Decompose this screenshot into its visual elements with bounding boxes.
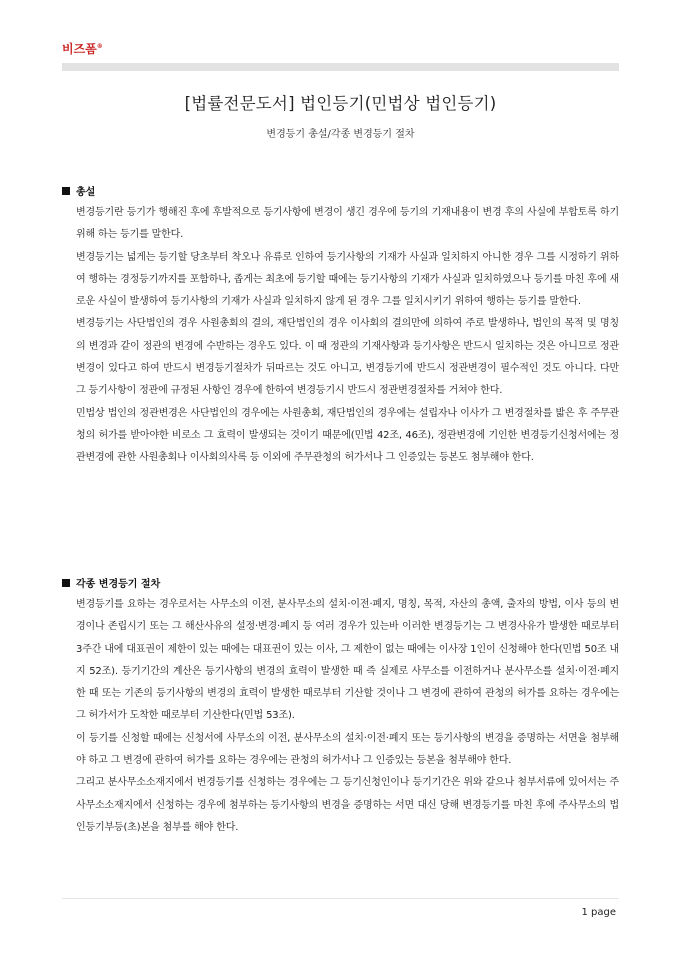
paragraph: 변경등기란 등기가 행해진 후에 후발적으로 등기사항에 변경이 생긴 경우에 등기의 기재내용이 변경 후의 사실에 부합토록 하기 위해 하는 등기를 말한다. <box>76 207 619 241</box>
page-number: 1 page <box>581 907 616 918</box>
section-heading <box>62 184 619 202</box>
paragraph: 변경등기는 사단법인의 경우 사원총회의 결의, 재단법인의 경우 이사회의 결의만에 의하여 주로 발생하나, 법인의 목적 및 명칭의 변경과 같이 정관의 변경에 수반하는 경우도 있다. 이 때 정관의 기재사항과 등기사항은 반드시 일치하는 것은 아니므로 정관변경이 있다고 하여 반드시 변경등기절차가 뒤따르는 것도 아니고, 변경등기에 반드시 정관변경이 필수적인 것도 아니다. 다만 그 등기사항이 정관에 규정된 사항인 경우에 한하여 변경등기시 반드시 정관변경절차를 거쳐야 한다. <box>76 318 619 397</box>
paragraph: 변경등기를 요하는 경우로서는 사무소의 이전, 분사무소의 설치·이전·폐지, 명칭, 목적, 자산의 총액, 출자의 방법, 이사 등의 변경이나 존립시기 또는 그 해산사유의 설정·변경·폐지 등 여러 경우가 있는바 이러한 변경등기는 그 변경사유가 발생한 때로부터 3주간 내에 대표권이 제한이 있는 때에는 대표권이 있는 이사, 그 제한이 없는 때에는 이사장 1인이 신청해야 한다(민법 50조 내지 52조). 등기기간의 계산은 등기사항의 변경의 효력이 발생한 때 즉 실제로 사무소를 이전하거나 분사무소를 설치·이전·폐지한 때 또는 기존의 등기사항의 변경의 효력이 발생한 때로부터 기산할 것이나 그 변경에 관하여 관청의 허가를 요하는 경우에는 그 허가서가 도착한 때로부터 기산한다(민법 53조). <box>76 599 619 722</box>
header-bar <box>62 63 619 71</box>
footer-divider <box>62 898 619 899</box>
section-heading <box>62 576 619 594</box>
logo-text: 비즈폼 <box>62 42 97 56</box>
paragraph: 변경등기는 넓게는 등기할 당초부터 착오나 유류로 인하여 등기사항의 기재가 사실과 일치하지 아니한 경우 그를 시정하기 위하여 행하는 경정등기까지를 포함하나, 좁게는 최초에 등기할 때에는 등기사항의 기재가 사실과 일치하였으나 등기를 마친 후에 새로운 사실이 발생하여 등기사항의 기재가 사실과 일치하지 않게 된 경우 그를 일치시키기 위하여 행하는 등기를 말한다. <box>76 251 619 308</box>
document-subtitle: 변경등기 총설/각종 변경등기 절차 <box>266 129 415 140</box>
bizform-logo <box>62 40 103 57</box>
section-change-procedures <box>62 576 619 839</box>
square-bullet-icon <box>62 187 70 195</box>
paragraph: 그리고 분사무소소재지에서 변경등기를 신청하는 경우에는 그 등기신청인이나 등기기간은 위와 같으나 첨부서류에 있어서는 주사무소소재지에서 신청하는 경우에 첨부하는 등기사항의 변경을 증명하는 서면 대신 당해 변경등기를 마친 후에 주사무소의 법인등기부등(초)본을 첨부를 해야 한다. <box>76 777 619 833</box>
document-title: [법률전문도서] 법인등기(민법상 법인등기) <box>184 94 497 113</box>
registered-mark: ® <box>96 43 103 50</box>
section-heading-text: 총설 <box>76 187 96 198</box>
paragraph: 민법상 법인의 정관변경은 사단법인의 경우에는 사원총회, 재단법인의 경우에는 설립자나 이사가 그 변경절차를 밟은 후 주무관청의 허가를 받아야한 비로소 그 효력이 발생되는 것이기 때문에(민법 42조, 46조), 정관변경에 기인한 변경등기신청서에는 정관변경에 관한 사원총회나 이사회의사록 등 이외에 주무관청의 허가서나 그 인증있는 등본도 첨부해야 한다. <box>76 407 619 464</box>
section-heading-text: 각종 변경등기 절차 <box>76 579 161 590</box>
paragraph: 이 등기를 신청할 때에는 신청서에 사무소의 이전, 분사무소의 설치·이전·폐지 또는 등기사항의 변경을 증명하는 서면을 첨부해야 하고 그 변경에 관하여 허가를 요하는 경우에는 관청의 허가서나 그 인증있는 등본을 첨부해야 한다. <box>76 732 619 767</box>
section-overview <box>62 184 619 470</box>
square-bullet-icon <box>62 579 70 587</box>
